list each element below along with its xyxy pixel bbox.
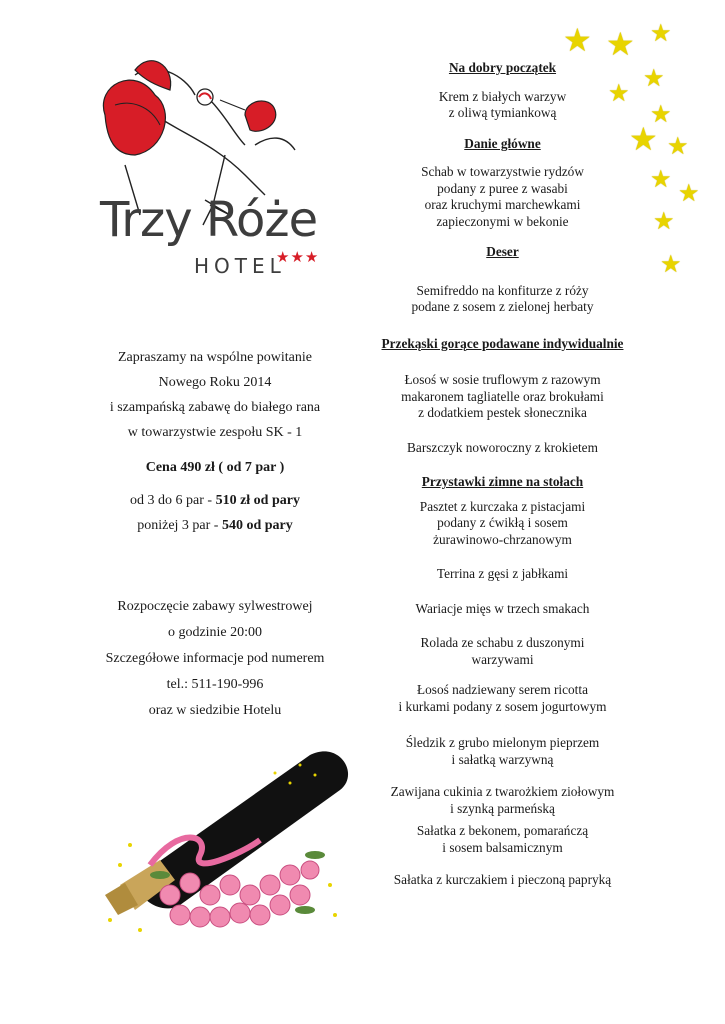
menu-column [380, 60, 625, 903]
menu-item: Krem z białych warzyw z oliwą tymiankową [438, 88, 567, 120]
info-line: o godzinie 20:00 [167, 625, 263, 640]
info-line: oraz w siedzibie Hotelu [148, 703, 282, 718]
invitation-block [95, 345, 335, 538]
star-icon: ★ [660, 252, 682, 278]
menu-item: Pasztet z kurczaka z pistacjami podany z ćwikłą i sosem żurawinowo-chrzanowym [419, 498, 586, 547]
section-title-hot: Przekąski gorące podawane indywidualnie [381, 335, 624, 351]
star-icon: ★ [629, 121, 658, 157]
section-title-main: Danie główne [464, 135, 541, 151]
info-block [95, 594, 335, 724]
menu-item: Terrina z gęsi z jabłkami [436, 566, 569, 581]
hotel-label: HOTEL [194, 254, 286, 278]
invitation-line: Zapraszamy na wspólne powitanie [118, 350, 312, 365]
hotel-rating-stars: ★★★ [276, 250, 320, 266]
info-line: tel.: 511-190-996 [166, 677, 264, 692]
info-line: Szczegółowe informacje pod numerem [105, 651, 325, 666]
star-icon: ★ [650, 167, 672, 193]
menu-item: Schab w towarzystwie rydzów podany z puree z wasabi oraz kruchymi marchewkami zapieczonymi w bekonie [421, 164, 584, 229]
star-icon: ★ [650, 21, 672, 47]
section-title-start: Na dobry początek [448, 60, 557, 75]
menu-item: Wariacje mięs w trzech smakach [415, 600, 590, 616]
menu-item: Sałatka z bekonem, pomarańczą i sosem balsamicznym [416, 823, 589, 855]
star-icon: ★ [678, 181, 700, 207]
menu-item: Zawijana cukinia z twarożkiem ziołowym i szynką parmeńską [390, 784, 615, 816]
price-tier-b: poniżej 3 par - 540 od pary [137, 518, 293, 533]
invitation-line: Nowego Roku 2014 [158, 375, 272, 390]
star-icon: ★ [650, 102, 672, 128]
invitation-line: w towarzystwie zespołu SK - 1 [127, 425, 303, 440]
invitation-line: i szampańską zabawę do białego rana [109, 400, 321, 415]
menu-item: Śledzik z grubo mielonym pieprzem i sałatką warzywną [405, 735, 600, 767]
star-icon: ★ [563, 22, 592, 58]
menu-item: Rolada ze schabu z duszonymi warzywami [420, 635, 585, 667]
menu-item: Łosoś nadziewany serem ricotta i kurkami podany z sosem jogurtowym [398, 682, 607, 714]
price-tier-a: od 3 do 6 par - 510 zł od pary [130, 493, 300, 508]
menu-item: Sałatka z kurczakiem i pieczoną papryką [393, 872, 612, 887]
star-icon: ★ [643, 66, 665, 92]
menu-item: Barszczyk noworoczny z krokietem [407, 439, 598, 455]
hotel-brand-name: Trzy Róże [100, 192, 318, 248]
star-icon: ★ [606, 26, 635, 62]
star-icon: ★ [653, 209, 675, 235]
info-line: Rozpoczęcie zabawy sylwestrowej [117, 599, 313, 614]
section-title-cold: Przystawki zimne na stołach [421, 474, 584, 489]
star-icon: ★ [608, 81, 630, 107]
champagne-bottle-icon [100, 745, 350, 935]
menu-item: Łosoś w sosie truflowym z razowym makaronem tagliatelle oraz brokułami z dodatkiem pestek słonecznika [401, 372, 604, 420]
section-title-dessert: Deser [486, 244, 519, 259]
star-icon: ★ [667, 134, 689, 160]
menu-item: Semifreddo na konfiturze z róży podane z sosem z zielonej herbaty [411, 282, 594, 314]
price-main: Cena 490 zł ( od 7 par ) [145, 460, 285, 475]
